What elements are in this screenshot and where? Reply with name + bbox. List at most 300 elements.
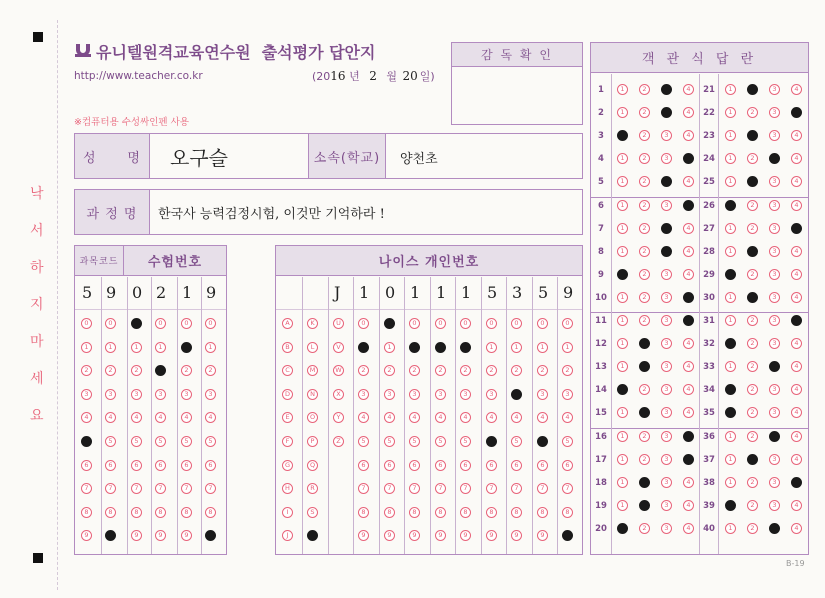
answer-bubble[interactable]: 2 (747, 153, 758, 164)
answer-bubble[interactable] (747, 454, 758, 465)
answer-bubble[interactable]: 2 (639, 523, 650, 534)
exam-id-bubble[interactable]: 8 (131, 507, 142, 518)
affiliation-value[interactable]: 양천초 (400, 152, 438, 167)
answer-bubble[interactable]: 3 (769, 246, 780, 257)
neis-bubble[interactable] (358, 342, 369, 353)
answer-bubble[interactable]: 3 (769, 384, 780, 395)
neis-char[interactable]: 1 (436, 283, 447, 302)
neis-bubble[interactable]: 6 (537, 460, 548, 471)
answer-bubble[interactable]: 1 (725, 431, 736, 442)
exam-id-bubble[interactable]: 4 (131, 412, 142, 423)
exam-id-bubble[interactable] (181, 342, 192, 353)
answer-bubble[interactable]: 4 (683, 223, 694, 234)
exam-id-bubble[interactable]: 7 (131, 483, 142, 494)
answer-bubble[interactable]: 2 (639, 454, 650, 465)
neis-bubble[interactable]: 3 (409, 389, 420, 400)
answer-bubble[interactable] (747, 246, 758, 257)
answer-bubble[interactable] (683, 315, 694, 326)
neis-bubble[interactable]: 5 (384, 436, 395, 447)
answer-bubble[interactable]: 1 (617, 338, 628, 349)
exam-id-bubble[interactable]: 5 (205, 436, 216, 447)
neis-bubble[interactable]: G (282, 460, 293, 471)
neis-bubble[interactable]: 7 (562, 483, 573, 494)
answer-bubble[interactable]: 4 (791, 176, 802, 187)
answer-bubble[interactable]: 1 (617, 246, 628, 257)
answer-bubble[interactable]: 1 (725, 315, 736, 326)
neis-bubble[interactable]: 2 (409, 365, 420, 376)
neis-bubble[interactable]: 9 (511, 530, 522, 541)
neis-bubble[interactable]: 0 (537, 318, 548, 329)
answer-bubble[interactable]: 3 (661, 454, 672, 465)
exam-id-bubble[interactable]: 8 (105, 507, 116, 518)
neis-bubble[interactable]: 8 (358, 507, 369, 518)
answer-bubble[interactable]: 4 (791, 431, 802, 442)
answer-bubble[interactable]: 3 (661, 407, 672, 418)
exam-id-bubble[interactable] (81, 436, 92, 447)
neis-bubble[interactable] (384, 318, 395, 329)
neis-bubble[interactable]: 0 (460, 318, 471, 329)
answer-bubble[interactable] (683, 454, 694, 465)
exam-id-bubble[interactable]: 6 (105, 460, 116, 471)
exam-digit[interactable]: 9 (106, 283, 117, 302)
neis-bubble[interactable]: W (333, 365, 344, 376)
answer-bubble[interactable] (791, 223, 802, 234)
answer-bubble[interactable]: 2 (639, 315, 650, 326)
answer-bubble[interactable]: 3 (661, 292, 672, 303)
answer-bubble[interactable] (639, 477, 650, 488)
neis-bubble[interactable]: 2 (358, 365, 369, 376)
answer-bubble[interactable]: 1 (617, 315, 628, 326)
exam-id-bubble[interactable]: 7 (105, 483, 116, 494)
answer-bubble[interactable]: 4 (683, 523, 694, 534)
neis-bubble[interactable]: J (282, 530, 293, 541)
answer-bubble[interactable] (725, 200, 736, 211)
neis-bubble[interactable]: 6 (486, 460, 497, 471)
neis-bubble[interactable]: 3 (562, 389, 573, 400)
answer-bubble[interactable]: 2 (747, 500, 758, 511)
answer-bubble[interactable]: 2 (639, 246, 650, 257)
neis-bubble[interactable]: A (282, 318, 293, 329)
exam-id-bubble[interactable]: 2 (105, 365, 116, 376)
exam-id-bubble[interactable] (131, 318, 142, 329)
neis-bubble[interactable]: 1 (562, 342, 573, 353)
exam-id-bubble[interactable]: 8 (181, 507, 192, 518)
exam-id-bubble[interactable]: 3 (181, 389, 192, 400)
answer-bubble[interactable] (661, 223, 672, 234)
answer-bubble[interactable]: 3 (661, 523, 672, 534)
neis-bubble[interactable]: 8 (384, 507, 395, 518)
neis-char[interactable]: 3 (512, 283, 523, 302)
neis-bubble[interactable]: 8 (435, 507, 446, 518)
answer-bubble[interactable]: 2 (639, 269, 650, 280)
exam-id-bubble[interactable]: 4 (181, 412, 192, 423)
exam-id-bubble[interactable]: 9 (155, 530, 166, 541)
neis-bubble[interactable]: 5 (358, 436, 369, 447)
neis-bubble[interactable]: 2 (511, 365, 522, 376)
answer-bubble[interactable] (769, 431, 780, 442)
answer-bubble[interactable]: 4 (791, 523, 802, 534)
answer-bubble[interactable] (791, 477, 802, 488)
neis-bubble[interactable] (486, 436, 497, 447)
answer-bubble[interactable] (639, 500, 650, 511)
answer-bubble[interactable]: 3 (769, 292, 780, 303)
neis-bubble[interactable]: 6 (409, 460, 420, 471)
answer-bubble[interactable]: 2 (639, 176, 650, 187)
neis-bubble[interactable]: 4 (384, 412, 395, 423)
neis-bubble[interactable]: 9 (384, 530, 395, 541)
neis-bubble[interactable]: 1 (384, 342, 395, 353)
neis-bubble[interactable]: Z (333, 436, 344, 447)
exam-id-bubble[interactable]: 7 (181, 483, 192, 494)
neis-bubble[interactable]: 0 (409, 318, 420, 329)
answer-bubble[interactable] (683, 431, 694, 442)
answer-bubble[interactable]: 2 (639, 200, 650, 211)
neis-bubble[interactable] (460, 342, 471, 353)
exam-id-bubble[interactable]: 1 (205, 342, 216, 353)
exam-digit[interactable]: 2 (156, 283, 167, 302)
answer-bubble[interactable]: 4 (791, 361, 802, 372)
answer-bubble[interactable]: 1 (725, 153, 736, 164)
neis-bubble[interactable]: 9 (409, 530, 420, 541)
exam-id-bubble[interactable]: 3 (81, 389, 92, 400)
answer-bubble[interactable]: 4 (791, 407, 802, 418)
answer-bubble[interactable]: 2 (747, 431, 758, 442)
exam-id-bubble[interactable]: 2 (131, 365, 142, 376)
answer-bubble[interactable]: 2 (747, 407, 758, 418)
answer-bubble[interactable]: 4 (683, 269, 694, 280)
exam-id-bubble[interactable]: 4 (105, 412, 116, 423)
neis-bubble[interactable]: X (333, 389, 344, 400)
neis-bubble[interactable]: V (333, 342, 344, 353)
answer-bubble[interactable]: 2 (747, 269, 758, 280)
answer-bubble[interactable]: 3 (769, 176, 780, 187)
answer-bubble[interactable] (661, 246, 672, 257)
neis-bubble[interactable]: 5 (460, 436, 471, 447)
answer-bubble[interactable]: 4 (791, 292, 802, 303)
neis-bubble[interactable]: 1 (511, 342, 522, 353)
answer-bubble[interactable] (769, 523, 780, 534)
exam-id-bubble[interactable]: 5 (155, 436, 166, 447)
answer-bubble[interactable]: 3 (769, 315, 780, 326)
neis-bubble[interactable]: 7 (358, 483, 369, 494)
neis-char[interactable]: 1 (410, 283, 421, 302)
neis-bubble[interactable]: 8 (409, 507, 420, 518)
exam-id-bubble[interactable]: 4 (155, 412, 166, 423)
neis-bubble[interactable]: 2 (562, 365, 573, 376)
neis-bubble[interactable]: 4 (511, 412, 522, 423)
neis-bubble[interactable]: Q (307, 460, 318, 471)
neis-bubble[interactable]: 4 (409, 412, 420, 423)
exam-id-bubble[interactable]: 3 (155, 389, 166, 400)
neis-bubble[interactable]: 3 (460, 389, 471, 400)
neis-bubble[interactable]: D (282, 389, 293, 400)
neis-char[interactable]: 1 (359, 283, 370, 302)
answer-bubble[interactable]: 3 (661, 384, 672, 395)
neis-bubble[interactable]: 8 (537, 507, 548, 518)
answer-bubble[interactable]: 1 (617, 361, 628, 372)
answer-bubble[interactable]: 2 (639, 153, 650, 164)
answer-bubble[interactable]: 1 (617, 153, 628, 164)
neis-bubble[interactable]: 1 (486, 342, 497, 353)
neis-bubble[interactable]: 6 (511, 460, 522, 471)
answer-bubble[interactable]: 4 (683, 477, 694, 488)
answer-bubble[interactable]: 2 (747, 200, 758, 211)
answer-bubble[interactable]: 3 (769, 200, 780, 211)
answer-bubble[interactable]: 3 (661, 269, 672, 280)
answer-bubble[interactable]: 3 (661, 130, 672, 141)
answer-bubble[interactable]: 1 (617, 407, 628, 418)
answer-bubble[interactable]: 2 (639, 431, 650, 442)
answer-bubble[interactable]: 4 (683, 338, 694, 349)
neis-bubble[interactable]: 3 (435, 389, 446, 400)
answer-bubble[interactable]: 1 (617, 84, 628, 95)
answer-bubble[interactable]: 4 (683, 107, 694, 118)
neis-char[interactable]: 5 (487, 283, 498, 302)
exam-id-bubble[interactable]: 0 (181, 318, 192, 329)
exam-id-bubble[interactable]: 7 (81, 483, 92, 494)
answer-bubble[interactable]: 1 (725, 361, 736, 372)
exam-id-bubble[interactable]: 6 (155, 460, 166, 471)
exam-id-bubble[interactable]: 2 (81, 365, 92, 376)
answer-bubble[interactable]: 4 (683, 130, 694, 141)
neis-bubble[interactable]: H (282, 483, 293, 494)
answer-bubble[interactable]: 1 (617, 431, 628, 442)
name-value[interactable]: 오구슬 (170, 146, 228, 170)
exam-id-bubble[interactable]: 6 (181, 460, 192, 471)
answer-bubble[interactable]: 4 (791, 338, 802, 349)
neis-bubble[interactable]: 0 (435, 318, 446, 329)
exam-id-bubble[interactable]: 8 (155, 507, 166, 518)
neis-bubble[interactable]: E (282, 412, 293, 423)
neis-bubble[interactable]: 7 (486, 483, 497, 494)
answer-bubble[interactable]: 1 (725, 477, 736, 488)
answer-bubble[interactable]: 3 (661, 315, 672, 326)
answer-bubble[interactable]: 4 (791, 130, 802, 141)
answer-bubble[interactable]: 2 (747, 223, 758, 234)
exam-id-bubble[interactable]: 0 (105, 318, 116, 329)
exam-digit[interactable]: 0 (132, 283, 143, 302)
answer-bubble[interactable] (617, 269, 628, 280)
answer-bubble[interactable]: 4 (683, 500, 694, 511)
neis-bubble[interactable]: 7 (409, 483, 420, 494)
exam-id-bubble[interactable]: 5 (181, 436, 192, 447)
neis-char[interactable]: J (334, 283, 341, 302)
exam-id-bubble[interactable]: 9 (81, 530, 92, 541)
answer-bubble[interactable]: 1 (725, 292, 736, 303)
neis-bubble[interactable]: 2 (537, 365, 548, 376)
neis-bubble[interactable]: R (307, 483, 318, 494)
answer-bubble[interactable]: 1 (725, 107, 736, 118)
answer-bubble[interactable]: 3 (661, 200, 672, 211)
neis-bubble[interactable]: 7 (435, 483, 446, 494)
exam-id-bubble[interactable]: 8 (81, 507, 92, 518)
neis-bubble[interactable]: 3 (384, 389, 395, 400)
answer-bubble[interactable] (617, 523, 628, 534)
answer-bubble[interactable]: 3 (769, 407, 780, 418)
answer-bubble[interactable] (725, 269, 736, 280)
neis-bubble[interactable]: 8 (511, 507, 522, 518)
answer-bubble[interactable]: 1 (617, 477, 628, 488)
exam-id-bubble[interactable]: 1 (131, 342, 142, 353)
neis-bubble[interactable]: 4 (537, 412, 548, 423)
answer-bubble[interactable]: 1 (725, 223, 736, 234)
neis-bubble[interactable]: 6 (384, 460, 395, 471)
neis-bubble[interactable]: K (307, 318, 318, 329)
neis-bubble[interactable]: 0 (511, 318, 522, 329)
answer-bubble[interactable]: 4 (791, 84, 802, 95)
answer-bubble[interactable]: 3 (769, 500, 780, 511)
neis-bubble[interactable]: 2 (384, 365, 395, 376)
neis-bubble[interactable] (409, 342, 420, 353)
exam-id-bubble[interactable]: 7 (205, 483, 216, 494)
answer-bubble[interactable]: 3 (769, 454, 780, 465)
answer-bubble[interactable] (683, 292, 694, 303)
neis-bubble[interactable]: 4 (435, 412, 446, 423)
answer-bubble[interactable]: 3 (769, 223, 780, 234)
exam-id-bubble[interactable]: 1 (81, 342, 92, 353)
answer-bubble[interactable]: 2 (639, 84, 650, 95)
answer-bubble[interactable]: 1 (617, 500, 628, 511)
answer-bubble[interactable]: 1 (725, 176, 736, 187)
answer-bubble[interactable]: 4 (791, 384, 802, 395)
answer-bubble[interactable]: 4 (683, 407, 694, 418)
neis-bubble[interactable]: 9 (537, 530, 548, 541)
exam-id-bubble[interactable]: 1 (155, 342, 166, 353)
answer-bubble[interactable]: 3 (769, 84, 780, 95)
exam-id-bubble[interactable]: 3 (131, 389, 142, 400)
exam-id-bubble[interactable]: 6 (131, 460, 142, 471)
answer-bubble[interactable]: 4 (683, 84, 694, 95)
neis-bubble[interactable]: 7 (537, 483, 548, 494)
answer-bubble[interactable]: 4 (683, 246, 694, 257)
neis-char[interactable]: 5 (538, 283, 549, 302)
answer-bubble[interactable]: 3 (661, 338, 672, 349)
answer-bubble[interactable]: 4 (683, 361, 694, 372)
exam-id-bubble[interactable]: 5 (105, 436, 116, 447)
neis-bubble[interactable]: 2 (486, 365, 497, 376)
answer-bubble[interactable]: 2 (639, 130, 650, 141)
answer-bubble[interactable]: 1 (725, 130, 736, 141)
course-value[interactable]: 한국사 능력검정시험, 이것만 기억하라 ! (158, 207, 385, 222)
answer-bubble[interactable]: 1 (725, 454, 736, 465)
neis-bubble[interactable] (537, 436, 548, 447)
neis-bubble[interactable]: I (282, 507, 293, 518)
answer-bubble[interactable]: 1 (725, 84, 736, 95)
neis-bubble[interactable]: 9 (435, 530, 446, 541)
answer-bubble[interactable]: 2 (747, 338, 758, 349)
neis-bubble[interactable]: 7 (384, 483, 395, 494)
answer-bubble[interactable]: 4 (683, 384, 694, 395)
answer-bubble[interactable] (747, 84, 758, 95)
exam-id-bubble[interactable]: 2 (205, 365, 216, 376)
answer-bubble[interactable]: 2 (747, 523, 758, 534)
answer-bubble[interactable]: 1 (617, 200, 628, 211)
answer-bubble[interactable]: 2 (747, 107, 758, 118)
neis-bubble[interactable]: N (307, 389, 318, 400)
neis-char[interactable]: 1 (461, 283, 472, 302)
neis-bubble[interactable]: 4 (562, 412, 573, 423)
answer-bubble[interactable]: 1 (725, 246, 736, 257)
neis-bubble[interactable]: 3 (358, 389, 369, 400)
neis-bubble[interactable]: L (307, 342, 318, 353)
answer-bubble[interactable]: 2 (639, 223, 650, 234)
answer-bubble[interactable]: 3 (769, 107, 780, 118)
answer-bubble[interactable] (661, 84, 672, 95)
neis-bubble[interactable]: 6 (460, 460, 471, 471)
neis-bubble[interactable]: 4 (358, 412, 369, 423)
exam-id-bubble[interactable]: 3 (105, 389, 116, 400)
exam-id-bubble[interactable]: 1 (105, 342, 116, 353)
answer-bubble[interactable]: 3 (661, 431, 672, 442)
exam-digit[interactable]: 9 (206, 283, 217, 302)
neis-bubble[interactable]: 5 (562, 436, 573, 447)
neis-bubble[interactable]: 6 (435, 460, 446, 471)
exam-id-bubble[interactable]: 6 (81, 460, 92, 471)
neis-char[interactable]: 0 (385, 283, 396, 302)
exam-id-bubble[interactable]: 9 (181, 530, 192, 541)
answer-bubble[interactable]: 3 (661, 500, 672, 511)
neis-bubble[interactable]: 0 (562, 318, 573, 329)
answer-bubble[interactable]: 1 (617, 107, 628, 118)
answer-bubble[interactable]: 4 (791, 200, 802, 211)
answer-bubble[interactable]: 3 (661, 477, 672, 488)
neis-bubble[interactable]: 2 (460, 365, 471, 376)
exam-id-bubble[interactable]: 3 (205, 389, 216, 400)
answer-bubble[interactable]: 2 (639, 292, 650, 303)
neis-bubble[interactable]: F (282, 436, 293, 447)
neis-bubble[interactable]: 5 (511, 436, 522, 447)
answer-bubble[interactable]: 3 (769, 477, 780, 488)
neis-bubble[interactable]: 7 (511, 483, 522, 494)
exam-digit[interactable]: 5 (82, 283, 93, 302)
exam-id-bubble[interactable]: 0 (81, 318, 92, 329)
answer-bubble[interactable]: 4 (791, 153, 802, 164)
neis-bubble[interactable]: 5 (409, 436, 420, 447)
answer-bubble[interactable]: 2 (639, 107, 650, 118)
exam-id-bubble[interactable]: 0 (155, 318, 166, 329)
answer-bubble[interactable]: 1 (617, 292, 628, 303)
answer-bubble[interactable]: 4 (791, 500, 802, 511)
answer-bubble[interactable]: 4 (791, 269, 802, 280)
neis-bubble[interactable]: 3 (537, 389, 548, 400)
neis-bubble[interactable]: C (282, 365, 293, 376)
neis-bubble[interactable]: U (333, 318, 344, 329)
neis-bubble[interactable]: 6 (358, 460, 369, 471)
answer-bubble[interactable] (683, 200, 694, 211)
neis-bubble[interactable]: S (307, 507, 318, 518)
neis-bubble[interactable]: 5 (435, 436, 446, 447)
exam-id-bubble[interactable]: 6 (205, 460, 216, 471)
answer-bubble[interactable] (725, 500, 736, 511)
exam-digit[interactable]: 1 (182, 283, 193, 302)
answer-bubble[interactable] (747, 292, 758, 303)
answer-bubble[interactable]: 3 (661, 153, 672, 164)
exam-id-bubble[interactable]: 5 (131, 436, 142, 447)
answer-bubble[interactable]: 4 (791, 246, 802, 257)
neis-bubble[interactable]: P (307, 436, 318, 447)
neis-bubble[interactable]: 9 (358, 530, 369, 541)
neis-bubble[interactable]: 9 (460, 530, 471, 541)
neis-char[interactable]: 9 (563, 283, 574, 302)
neis-bubble[interactable] (511, 389, 522, 400)
neis-bubble[interactable]: 8 (460, 507, 471, 518)
neis-bubble[interactable]: 9 (486, 530, 497, 541)
answer-bubble[interactable]: 2 (747, 361, 758, 372)
neis-bubble[interactable]: 0 (358, 318, 369, 329)
neis-bubble[interactable] (435, 342, 446, 353)
answer-bubble[interactable]: 1 (725, 523, 736, 534)
neis-bubble[interactable]: 2 (435, 365, 446, 376)
